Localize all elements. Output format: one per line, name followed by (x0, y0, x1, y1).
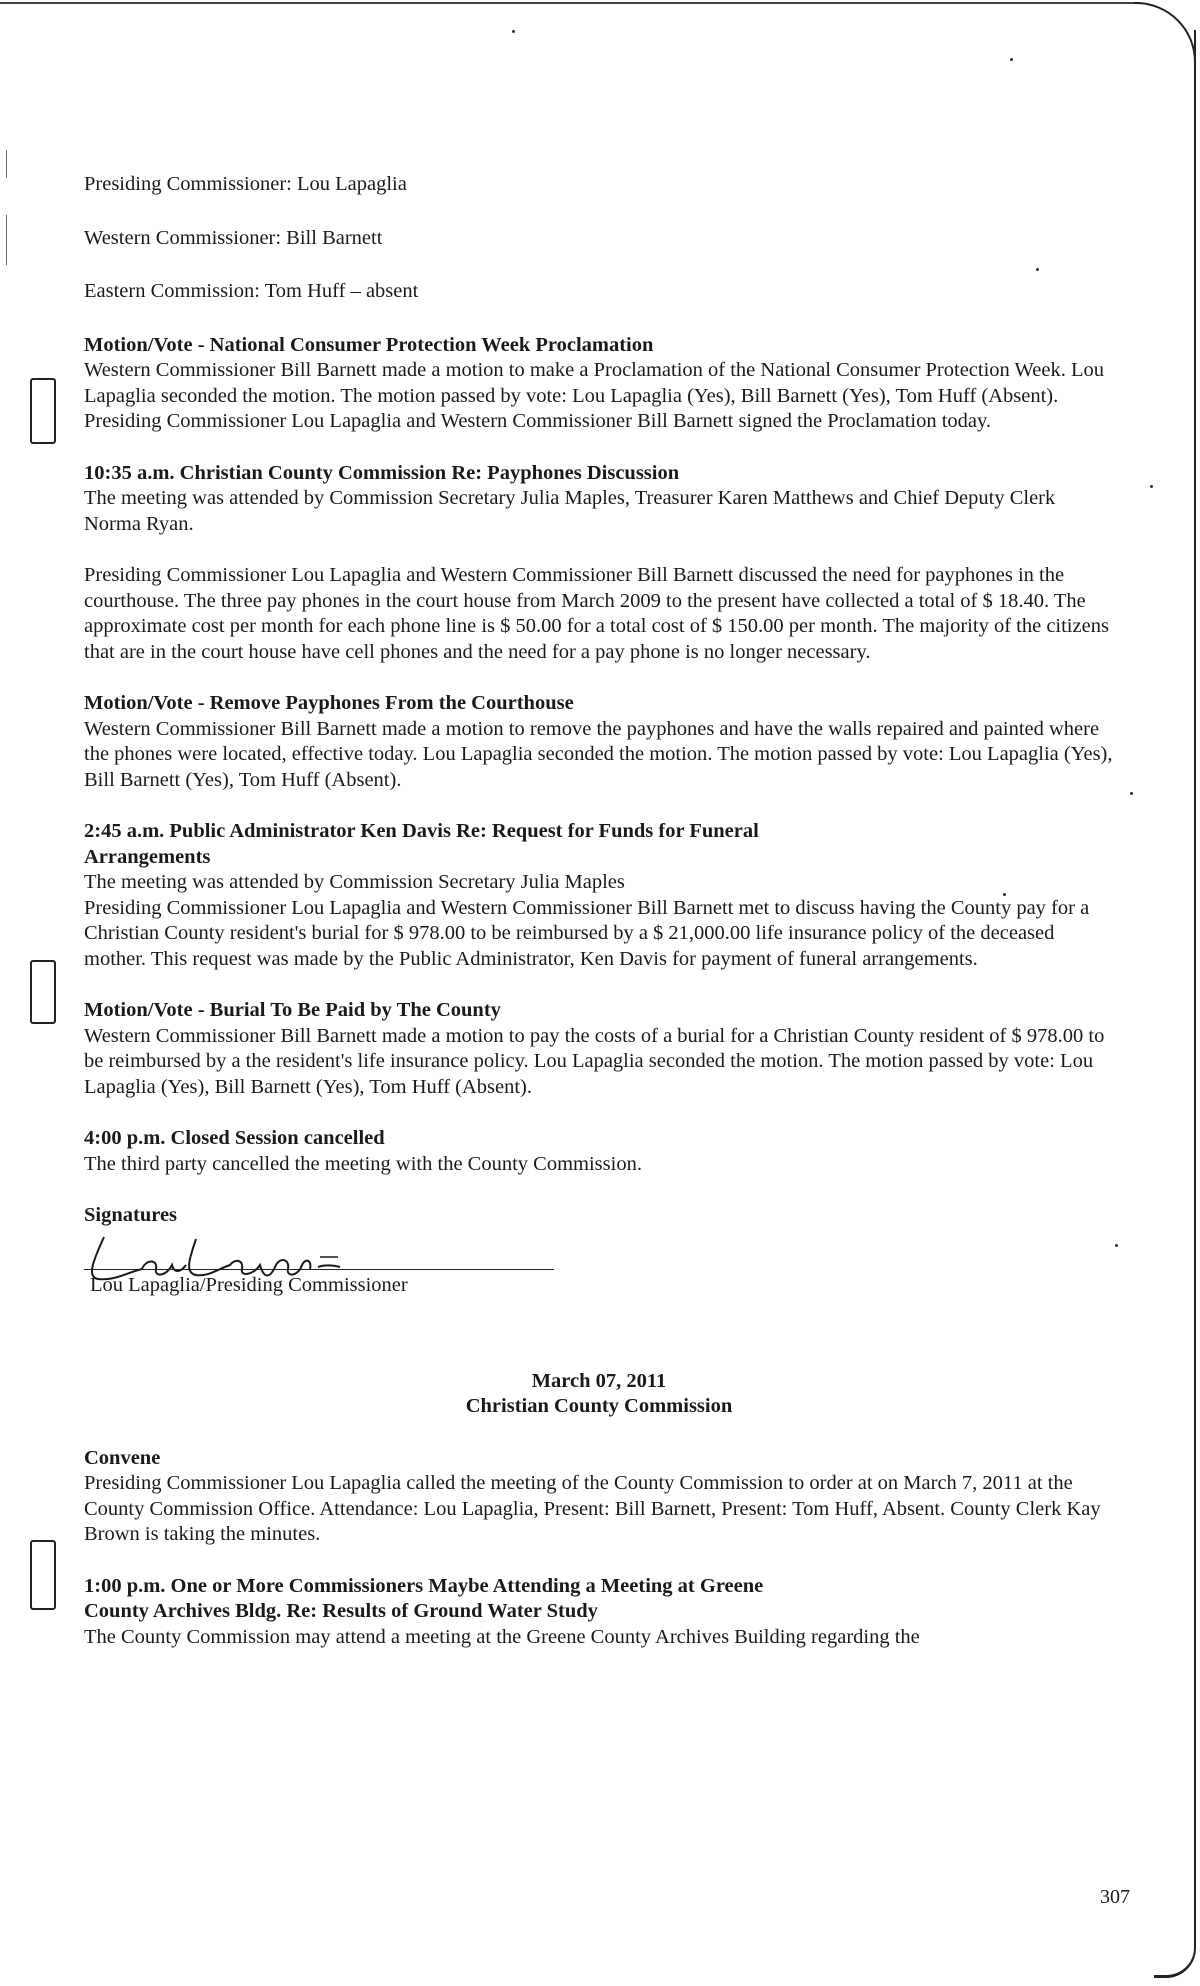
meeting-title: Christian County Commission (465, 1395, 733, 1417)
scan-edge-left (6, 150, 7, 178)
scan-edge-left (6, 215, 7, 265)
public-admin-heading-cont: Arrangements (84, 845, 211, 868)
scan-edge-right (1194, 30, 1196, 1950)
punch-hole (30, 1540, 56, 1610)
signature-line (84, 1269, 554, 1270)
payphones-attendance: The meeting was attended by Commission Secretary Julia Maples, Treasurer Karen Matthews and Chief Deputy Clerk Norma Ryan. (84, 487, 1056, 535)
burial-body: Western Commissioner Bill Barnett made a motion to pay the costs of a burial for a Christian County resident of $ 978.00 to be reimbursed by a the resident's life insurance policy. Lou Lapaglia seconded the motion. The motion passed by vote: Lou Lapaglia (Yes), Bill Barnett (Yes), Tom Huff (Absent). (84, 1024, 1105, 1098)
presiding-commissioner-line: Presiding Commissioner: Lou Lapaglia (84, 173, 407, 195)
scan-speck (1115, 1244, 1118, 1247)
public-admin-attendance: The meeting was attended by Commission Secretary Julia Maples (84, 871, 625, 893)
greene-body: The County Commission may attend a meeting at the Greene County Archives Building regarding the (84, 1625, 920, 1648)
scan-speck (1010, 58, 1013, 61)
eastern-commissioner-line: Eastern Commission: Tom Huff – absent (84, 280, 419, 302)
western-commissioner-line: Western Commissioner: Bill Barnett (84, 226, 383, 249)
convene-heading: Convene (84, 1446, 161, 1469)
signatures-heading: Signatures (84, 1204, 178, 1226)
scan-corner-top (1134, 2, 1196, 64)
convene-body: Presiding Commissioner Lou Lapaglia called the meeting of the County Commission to order at on March 7, 2011 at the County Commission Office. Attendance: Lou Lapaglia, Present: Bill Barnett, Present: Tom Huff, Absent. County Clerk Kay Brown is taking the minutes. (84, 1472, 1101, 1545)
punch-hole (30, 960, 56, 1024)
closed-session-body: The third party cancelled the meeting with the County Commission. (84, 1152, 642, 1175)
public-admin-body: Presiding Commissioner Lou Lapaglia and Western Commissioner Bill Barnett met to discuss having the County pay for a Christian County resident's burial for $ 978.00 to be reimbursed by a $ 21,000.00 life insurance policy of the deceased mother. This request was made by the Public Administrator, Ken Davis for payment of funeral arrangements. (84, 896, 1090, 970)
scan-edge-top (0, 2, 1140, 4)
closed-session-heading: 4:00 p.m. Closed Session cancelled (84, 1127, 385, 1149)
proclamation-heading: Motion/Vote - National Consumer Protection Week Proclamation (84, 333, 654, 356)
payphones-heading: 10:35 a.m. Christian County Commission Re: Payphones Discussion (84, 461, 680, 484)
burial-heading: Motion/Vote - Burial To Be Paid by The County (84, 999, 501, 1021)
minutes-content (84, 172, 1114, 1650)
meeting-date: March 07, 2011 (531, 1369, 667, 1392)
scan-speck (1130, 792, 1133, 795)
remove-payphones-body: Western Commissioner Bill Barnett made a motion to remove the payphones and have the walls repaired and painted where the phones were located, effective today. Lou Lapaglia seconded the motion. The motion passed by vote: Lou Lapaglia (Yes), Bill Barnett (Yes), Tom Huff (Absent). (84, 717, 1113, 791)
punch-hole (30, 378, 56, 444)
public-admin-heading: 2:45 a.m. Public Administrator Ken Davis Re: Request for Funds for Funeral (84, 820, 759, 842)
proclamation-body: Western Commissioner Bill Barnett made a motion to make a Proclamation of the National Consumer Protection Week. Lou Lapaglia seconded the motion. The motion passed by vote: Lou Lapaglia (Yes), Bill Barnett (Yes), Tom Huff (Absent). Presiding Commissioner Lou Lapaglia and Western Commissioner Bill Barnett signed the Proclamation today. (84, 359, 1104, 432)
scan-speck (512, 30, 515, 33)
signature-block (84, 1229, 564, 1299)
page-number: 307 (1100, 1886, 1130, 1908)
scan-corner-bottom (1154, 1945, 1196, 1978)
signature-caption: Lou Lapaglia/Presiding Commissioner (90, 1273, 408, 1296)
greene-heading-cont: County Archives Bldg. Re: Results of Ground Water Study (84, 1600, 598, 1622)
scan-speck (1150, 485, 1153, 488)
remove-payphones-heading: Motion/Vote - Remove Payphones From the Courthouse (84, 692, 574, 714)
greene-heading: 1:00 p.m. One or More Commissioners Maybe Attending a Meeting at Greene (84, 1574, 764, 1597)
payphones-body: Presiding Commissioner Lou Lapaglia and Western Commissioner Bill Barnett discussed the need for payphones in the courthouse. The three pay phones in the court house from March 2009 to the present have collected a total of $ 18.40. The approximate cost per month for each phone line is $ 50.00 for a total cost of $ 150.00 per month. The majority of the citizens that are in the court house have cell phones and the need for a pay phone is no longer necessary. (84, 564, 1109, 663)
